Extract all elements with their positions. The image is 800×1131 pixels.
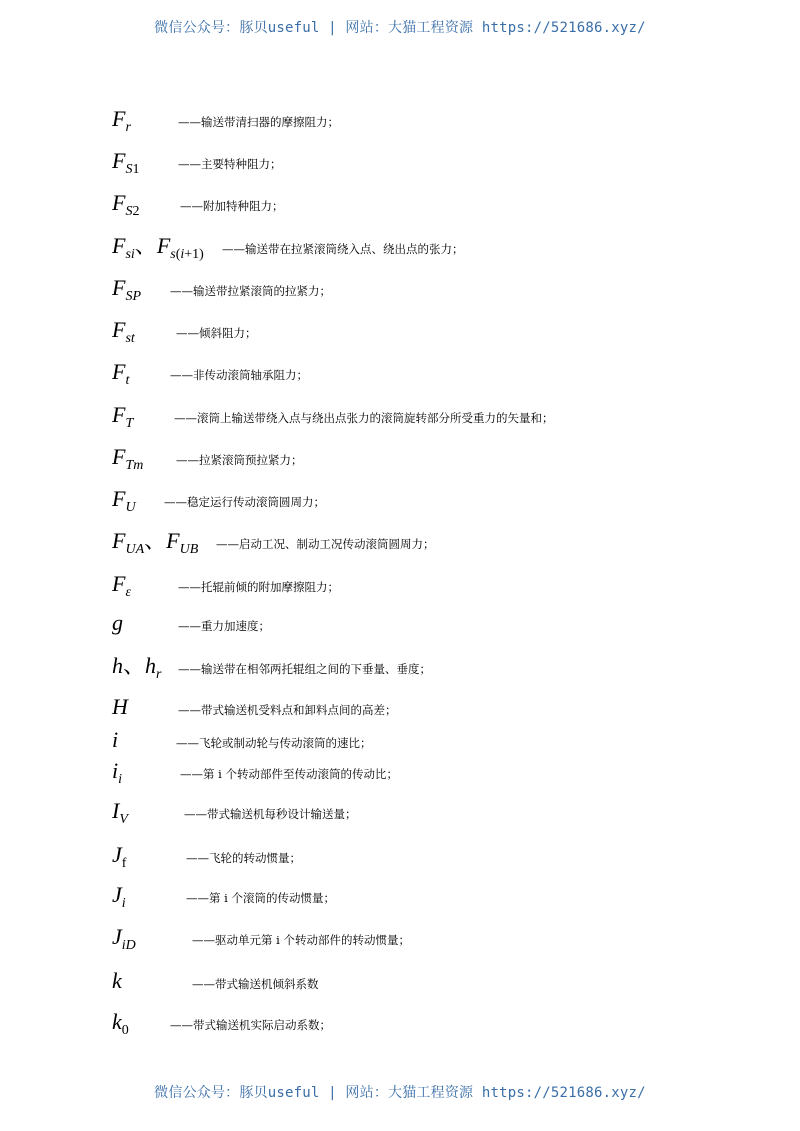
description: ——非传动滚筒轴承阻力； [170,368,308,382]
symbol-FS1: $F_{S1}$ [112,148,140,177]
symbol-Ji: $J_i$ [112,882,126,911]
description: ——倾斜阻力； [176,326,257,340]
description: ——第 i 个转动部件至传动滚筒的传动比； [180,767,398,781]
symbol-JiD: $J_{iD}$ [112,924,136,953]
description: ——稳定运行传动滚筒圆周力； [164,495,325,509]
description: ——托辊前倾的附加摩擦阻力； [178,580,339,594]
description: ——带式输送机实际启动系数； [170,1018,331,1032]
symbol-k0: $k_0$ [112,1009,129,1038]
description: ——输送带在相邻两托辊组之间的下垂量、垂度； [178,662,431,676]
symbol-Fr: $F_r$ [112,106,131,135]
symbol-h-hr: h、$h_r$ [112,653,162,682]
symbol-FUA-FUB: $F_{UA}$、$F_{UB}$ [112,528,199,557]
footer-watermark: 微信公众号：豚贝useful | 网站：大猫工程资源 https://521686.xyz/ [154,1085,646,1101]
symbol-Fst: $F_{st}$ [112,317,135,346]
description: ——附加特种阻力； [180,199,284,213]
symbol-g: g [112,610,123,635]
description: ——带式输送机受料点和卸料点间的高差； [178,703,397,717]
symbol-Jf: $J_f$ [112,842,127,871]
description: ——飞轮或制动轮与传动滚筒的速比； [176,736,372,750]
description: ——驱动单元第 i 个转动部件的转动惯量； [192,933,410,947]
description: ——飞轮的转动惯量； [186,851,301,865]
description: ——第 i 个滚筒的传动惯量； [186,891,335,905]
symbol-H: H [112,694,128,719]
symbol-k: k [112,968,122,993]
description: ——输送带拉紧滚筒的拉紧力； [170,284,331,298]
description: ——启动工况、制动工况传动滚筒圆周力； [216,537,435,551]
symbol-Ft: $F_t$ [112,359,130,388]
symbol-IV: $I_V$ [112,798,128,827]
symbol-FT: $F_T$ [112,402,134,431]
description: ——输送带清扫器的摩擦阻力； [178,115,339,129]
description: ——带式输送机每秒设计输送量； [184,807,357,821]
symbol-Fsi-Fsi1: $F_{si}$、$F_{s(i+1)}$ [112,233,204,262]
description: ——重力加速度； [178,619,270,633]
description: ——主要特种阻力； [178,157,282,171]
description: ——拉紧滚筒预拉紧力； [176,453,303,467]
symbol-FSP: $F_{SP}$ [112,275,142,304]
symbol-FU: $F_U$ [112,486,136,515]
description: ——输送带在拉紧滚筒绕入点、绕出点的张力； [222,242,464,256]
symbol-FTm: $F_{Tm}$ [112,444,144,473]
symbol-i: i [112,727,119,752]
symbol-FS2: $F_{S2}$ [112,190,140,219]
symbol-Fepsilon: $F_\varepsilon$ [112,571,131,600]
description: ——带式输送机倾斜系数 [192,977,319,991]
symbol-ii: $i_i$ [112,758,123,787]
description: ——滚筒上输送带绕入点与绕出点张力的滚筒旋转部分所受重力的矢量和； [174,411,554,425]
header-watermark: 微信公众号：豚贝useful | 网站：大猫工程资源 https://521686.xyz/ [154,20,646,36]
